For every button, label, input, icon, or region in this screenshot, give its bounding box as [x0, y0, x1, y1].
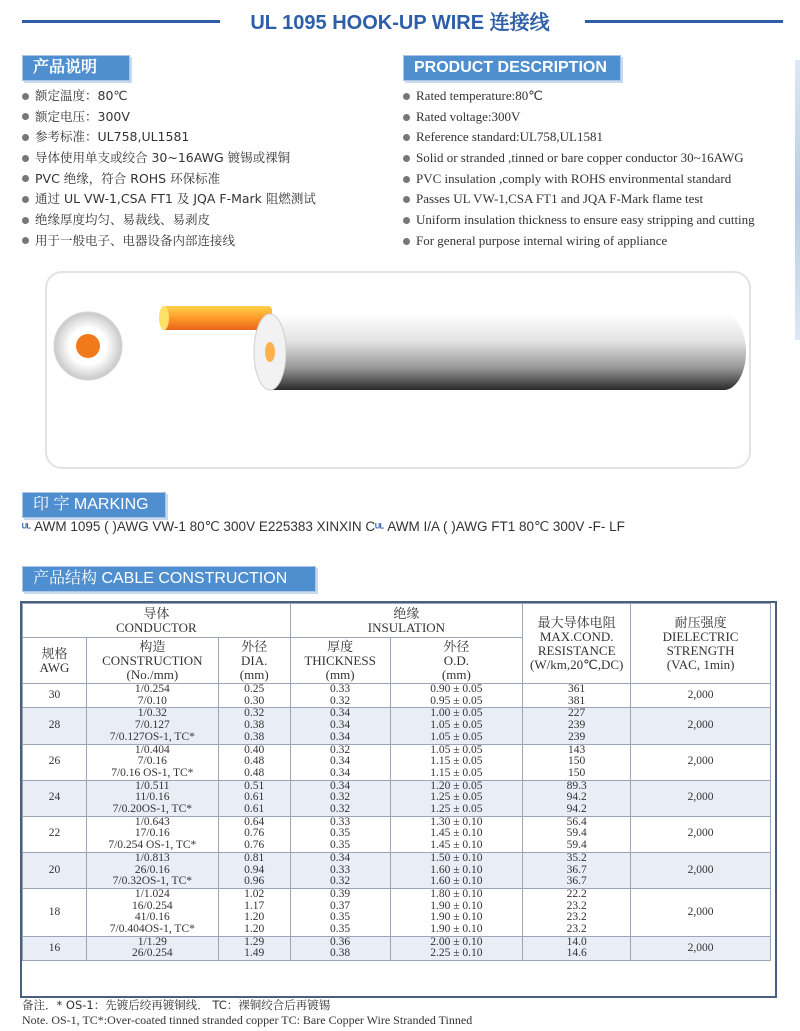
- cell-line: 41/0.16: [134, 911, 170, 924]
- cell-dia: [218, 936, 290, 960]
- cell-line: 0.34: [330, 766, 351, 779]
- list-item: 用于一般电子、电器设备内部连接线: [22, 231, 316, 252]
- list-item: PVC 绝缘，符合 ROHS 环保标准: [22, 169, 316, 190]
- cell-line: 7/0.32OS-1, TC*: [112, 875, 192, 888]
- cell-line: 0.76: [244, 839, 265, 852]
- cell-line: 1.00 ± 0.05: [430, 707, 483, 720]
- marking-header: 印 字 MARKING: [22, 492, 166, 518]
- cell-construction: [86, 852, 218, 888]
- cell-line: 0.32: [330, 791, 351, 804]
- cell-od: [390, 684, 523, 708]
- cell-line: 1.02: [244, 887, 265, 900]
- cell-line: 0.38: [330, 947, 351, 960]
- cell-line: 0.90 ± 0.05: [430, 683, 483, 695]
- insulation-jacket: [270, 314, 746, 390]
- cell-line: 35.2: [566, 851, 587, 864]
- list-item: 绝缘厚度均匀、易裁线、易剥皮: [22, 210, 316, 231]
- cell-line: 1.29: [244, 935, 265, 948]
- cell-line: 0.40: [244, 743, 265, 756]
- cell-line: 1/1.024: [134, 887, 170, 900]
- cell-line: 361: [568, 683, 586, 695]
- cell-thickness: [290, 780, 390, 816]
- cell-line: 1.17: [244, 899, 265, 912]
- cell-line: 11/0.16: [135, 791, 170, 804]
- wire-illustration: [44, 270, 752, 470]
- cn-description-header: 产品说明: [22, 55, 130, 81]
- cell-line: 94.2: [566, 803, 587, 816]
- cell-line: 23.2: [566, 899, 587, 912]
- cell-dielectric: 2,000: [631, 888, 771, 936]
- table-row: [23, 684, 771, 708]
- cell-construction: [86, 684, 218, 708]
- cell-line: 1.25 ± 0.05: [430, 791, 483, 804]
- cell-line: 0.35: [330, 827, 351, 840]
- features-en-list: [403, 86, 755, 252]
- cell-line: 1.60 ± 0.10: [430, 875, 483, 888]
- cell-line: 1.30 ± 0.10: [430, 815, 483, 828]
- cell-line: 1.15 ± 0.05: [430, 755, 483, 768]
- cell-line: 1.50 ± 0.10: [430, 851, 483, 864]
- cell-line: 0.39: [330, 887, 351, 900]
- marking-part-2: AWM I/A ( )AWG FT1 80℃ 300V -F- LF: [387, 519, 625, 534]
- cell-awg: 30: [23, 684, 87, 708]
- cable-construction-table: [22, 603, 771, 961]
- cell-od: [390, 888, 523, 936]
- table-body: [23, 684, 771, 961]
- cell-line: 0.32: [330, 694, 351, 707]
- bullet-icon: [22, 217, 29, 224]
- list-item: PVC insulation ,comply with ROHS environmental standard: [403, 169, 755, 190]
- cell-line: 1/0.404: [134, 743, 170, 756]
- cell-resistance: [523, 936, 631, 960]
- cell-line: 0.35: [330, 839, 351, 852]
- cell-dia: [218, 744, 290, 780]
- list-item: 通过 UL VW-1,CSA FT1 及 JQA F-Mark 阻燃测试: [22, 189, 316, 210]
- cell-line: 7/0.10: [137, 694, 167, 707]
- cell-line: 0.81: [244, 851, 265, 864]
- cell-dielectric: 2,000: [631, 780, 771, 816]
- cell-line: 7/0.20OS-1, TC*: [112, 803, 192, 816]
- note-cn: 备注．* OS-1：先镀后绞再镀铜线． TC：裸铜绞合后再镀锡: [22, 998, 331, 1012]
- cell-line: 0.30: [244, 694, 265, 707]
- bullet-icon: [22, 93, 29, 100]
- cell-line: 0.25: [244, 683, 265, 695]
- cell-line: 14.6: [566, 947, 587, 960]
- header-insulation: 绝缘 INSULATION: [290, 604, 523, 638]
- cell-line: 1.05 ± 0.05: [430, 743, 483, 756]
- cell-line: 1.49: [244, 947, 265, 960]
- cell-thickness: [290, 684, 390, 708]
- cell-construction: [86, 816, 218, 852]
- cell-thickness: [290, 744, 390, 780]
- bullet-icon: [403, 217, 410, 224]
- header-thickness: 厚度 THICKNESS (mm): [290, 638, 390, 684]
- cell-dia: [218, 852, 290, 888]
- table-row: [23, 852, 771, 888]
- list-item: 额定温度：80℃: [22, 86, 316, 107]
- list-item: 额定电压：300V: [22, 107, 316, 128]
- cell-line: 1.90 ± 0.10: [430, 923, 483, 936]
- cell-line: 0.61: [244, 803, 265, 816]
- cell-construction: [86, 708, 218, 744]
- cell-line: 239: [568, 719, 586, 732]
- cell-line: 0.48: [244, 766, 265, 779]
- marking-text: [22, 519, 625, 535]
- header-conductor: 导体 CONDUCTOR: [23, 604, 291, 638]
- cell-line: 0.34: [330, 851, 351, 864]
- cell-line: 0.61: [244, 791, 265, 804]
- cell-resistance: [523, 852, 631, 888]
- bullet-icon: [403, 196, 410, 203]
- cell-line: 0.38: [244, 719, 265, 732]
- cell-line: 0.32: [330, 743, 351, 756]
- page-title: UL 1095 HOOK-UP WIRE 连接线: [250, 12, 550, 34]
- bullet-icon: [22, 175, 29, 182]
- list-item: Reference standard:UL758,UL1581: [403, 127, 755, 148]
- cell-thickness: [290, 816, 390, 852]
- cell-dielectric: 2,000: [631, 744, 771, 780]
- decorative-side-strip: [795, 60, 800, 340]
- header-od: 外径 O.D. (mm): [390, 638, 523, 684]
- cell-line: 1/0.813: [134, 851, 170, 864]
- marking-part-1: AWM 1095 ( )AWG VW-1 80℃ 300V E225383 XINXIN C: [34, 519, 376, 534]
- header-dielectric: 耐压强度 DIELECTRIC STRENGTH (VAC, 1min): [631, 604, 771, 684]
- cell-line: 0.33: [330, 815, 351, 828]
- cell-line: 1.25 ± 0.05: [430, 803, 483, 816]
- cell-line: 7/0.127: [134, 719, 170, 732]
- cell-resistance: [523, 684, 631, 708]
- cell-construction: [86, 888, 218, 936]
- cell-line: 1/0.254: [134, 683, 170, 695]
- list-item: For general purpose internal wiring of appliance: [403, 231, 755, 252]
- list-item: Solid or stranded ,tinned or bare copper conductor 30~16AWG: [403, 148, 755, 169]
- bullet-icon: [403, 93, 410, 100]
- table-row: [23, 936, 771, 960]
- cell-line: 26/0.16: [134, 863, 170, 876]
- cell-thickness: [290, 888, 390, 936]
- cell-awg: 22: [23, 816, 87, 852]
- ul-logo-icon: ᵁᴸ: [375, 522, 385, 534]
- cell-line: 1.20: [244, 911, 265, 924]
- list-item: 参考标准：UL758,UL1581: [22, 127, 316, 148]
- cell-thickness: [290, 936, 390, 960]
- cell-line: 1/1.29: [137, 935, 167, 948]
- list-item: Passes UL VW-1,CSA FT1 and JQA F-Mark flame test: [403, 189, 755, 210]
- cell-line: 381: [568, 694, 586, 707]
- cell-resistance: [523, 816, 631, 852]
- features-cn-list: [22, 86, 316, 252]
- cell-dielectric: 2,000: [631, 708, 771, 744]
- cell-line: 0.34: [330, 707, 351, 720]
- cell-line: 0.96: [244, 875, 265, 888]
- cell-resistance: [523, 744, 631, 780]
- cell-line: 7/0.404OS-1, TC*: [109, 923, 195, 936]
- cell-dielectric: 2,000: [631, 936, 771, 960]
- bullet-icon: [403, 134, 410, 141]
- bullet-icon: [22, 113, 29, 120]
- cell-line: 0.33: [330, 863, 351, 876]
- cell-dia: [218, 816, 290, 852]
- table-row: [23, 780, 771, 816]
- cell-line: 1.05 ± 0.05: [430, 719, 483, 732]
- cell-line: 59.4: [566, 839, 587, 852]
- bullet-icon: [403, 238, 410, 245]
- cell-line: 89.3: [566, 779, 587, 792]
- cell-od: [390, 708, 523, 744]
- cell-awg: 26: [23, 744, 87, 780]
- cell-line: 0.48: [244, 755, 265, 768]
- cell-line: 0.32: [330, 875, 351, 888]
- cell-line: 23.2: [566, 923, 587, 936]
- list-item: Uniform insulation thickness to ensure easy stripping and cutting: [403, 210, 755, 231]
- cell-line: 2.00 ± 0.10: [430, 935, 483, 948]
- table-row: [23, 708, 771, 744]
- ul-logo-icon: ᵁᴸ: [22, 522, 32, 534]
- cell-line: 56.4: [566, 815, 587, 828]
- cell-line: 239: [568, 730, 586, 743]
- cell-line: 59.4: [566, 827, 587, 840]
- cell-line: 7/0.16: [137, 755, 167, 768]
- cell-line: 16/0.254: [132, 899, 173, 912]
- bullet-icon: [22, 237, 29, 244]
- cell-thickness: [290, 708, 390, 744]
- header-construction: 构造 CONSTRUCTION (No./mm): [86, 638, 218, 684]
- cell-line: 2.25 ± 0.10: [430, 947, 483, 960]
- cell-dia: [218, 888, 290, 936]
- cell-line: 0.35: [330, 911, 351, 924]
- cell-line: 1.80 ± 0.10: [430, 887, 483, 900]
- cell-line: 1.90 ± 0.10: [430, 899, 483, 912]
- list-item: Rated voltage:300V: [403, 107, 755, 128]
- cell-line: 94.2: [566, 791, 587, 804]
- cell-line: 0.33: [330, 683, 351, 695]
- cell-dielectric: 2,000: [631, 816, 771, 852]
- cell-line: 22.2: [566, 887, 587, 900]
- cell-line: 0.76: [244, 827, 265, 840]
- conductor-strand: [162, 306, 272, 330]
- cell-line: 227: [568, 707, 586, 720]
- note-en: Note. OS-1, TC*:Over-coated tinned stranded copper TC: Bare Copper Wire Stranded Tinned: [22, 1013, 473, 1027]
- cell-line: 0.35: [330, 923, 351, 936]
- cell-line: 0.95 ± 0.05: [430, 694, 483, 707]
- cell-line: 1.90 ± 0.10: [430, 911, 483, 924]
- cell-line: 1.20 ± 0.05: [430, 779, 483, 792]
- cell-construction: [86, 780, 218, 816]
- bullet-icon: [22, 155, 29, 162]
- header-awg: 规格 AWG: [23, 638, 87, 684]
- cell-line: 143: [568, 743, 586, 756]
- en-description-header: PRODUCT DESCRIPTION: [403, 55, 621, 81]
- cell-construction: [86, 936, 218, 960]
- cell-resistance: [523, 780, 631, 816]
- cell-line: 0.51: [244, 779, 265, 792]
- conductor-core-icon: [76, 334, 100, 358]
- cell-line: 0.64: [244, 815, 265, 828]
- header-dia: 外径 DIA. (mm): [218, 638, 290, 684]
- cell-od: [390, 936, 523, 960]
- cell-line: 7/0.127OS-1, TC*: [109, 730, 195, 743]
- cell-line: 1.05 ± 0.05: [430, 730, 483, 743]
- bullet-icon: [403, 176, 410, 183]
- cell-line: 1.60 ± 0.10: [430, 863, 483, 876]
- strand-tip-icon: [159, 306, 169, 330]
- cell-resistance: [523, 708, 631, 744]
- cell-line: 17/0.16: [134, 827, 170, 840]
- cell-dia: [218, 684, 290, 708]
- cell-awg: 20: [23, 852, 87, 888]
- cell-line: 7/0.254 OS-1, TC*: [108, 839, 197, 852]
- cell-dielectric: 2,000: [631, 684, 771, 708]
- cell-line: 150: [568, 766, 586, 779]
- cell-line: 0.34: [330, 719, 351, 732]
- cell-line: 0.94: [244, 863, 265, 876]
- cell-resistance: [523, 888, 631, 936]
- cell-line: 26/0.254: [132, 947, 173, 960]
- bullet-icon: [22, 196, 29, 203]
- cell-line: 0.37: [330, 899, 351, 912]
- cell-awg: 24: [23, 780, 87, 816]
- cell-line: 1/0.511: [135, 779, 170, 792]
- list-item: Rated temperature:80℃: [403, 86, 755, 107]
- cell-od: [390, 744, 523, 780]
- cell-line: 36.7: [566, 875, 587, 888]
- table-row: [23, 744, 771, 780]
- table-row: [23, 888, 771, 936]
- cell-line: 0.38: [244, 730, 265, 743]
- cell-dia: [218, 780, 290, 816]
- cell-line: 36.7: [566, 863, 587, 876]
- cell-awg: 18: [23, 888, 87, 936]
- table-row: [23, 816, 771, 852]
- cell-construction: [86, 744, 218, 780]
- cell-line: 23.2: [566, 911, 587, 924]
- cell-line: 1.15 ± 0.05: [430, 766, 483, 779]
- bullet-icon: [22, 134, 29, 141]
- cell-line: 0.34: [330, 730, 351, 743]
- cell-awg: 28: [23, 708, 87, 744]
- cell-line: 14.0: [566, 935, 587, 948]
- cell-line: 1/0.32: [137, 707, 167, 720]
- cell-line: 7/0.16 OS-1, TC*: [111, 766, 194, 779]
- cell-line: 0.32: [330, 803, 351, 816]
- cell-od: [390, 852, 523, 888]
- cell-awg: 16: [23, 936, 87, 960]
- cell-line: 0.34: [330, 755, 351, 768]
- cell-line: 0.36: [330, 935, 351, 948]
- construction-header: 产品结构 CABLE CONSTRUCTION: [22, 566, 316, 592]
- bullet-icon: [403, 114, 410, 121]
- cell-od: [390, 816, 523, 852]
- cell-line: 150: [568, 755, 586, 768]
- header-resistance: 最大导体电阻 MAX.COND. RESISTANCE (W/km,20℃,DC): [523, 604, 631, 684]
- cell-dielectric: 2,000: [631, 852, 771, 888]
- jacket-core-icon: [265, 342, 275, 362]
- list-item: 导体使用单支或绞合 30~16AWG 镀锡或裸铜: [22, 148, 316, 169]
- cell-line: 1.45 ± 0.10: [430, 839, 483, 852]
- cell-line: 1.20: [244, 923, 265, 936]
- cell-line: 1/0.643: [134, 815, 170, 828]
- cell-od: [390, 780, 523, 816]
- cell-line: 0.32: [244, 707, 265, 720]
- cell-line: 0.34: [330, 779, 351, 792]
- cell-dia: [218, 708, 290, 744]
- bullet-icon: [403, 155, 410, 162]
- cell-line: 1.45 ± 0.10: [430, 827, 483, 840]
- cell-thickness: [290, 852, 390, 888]
